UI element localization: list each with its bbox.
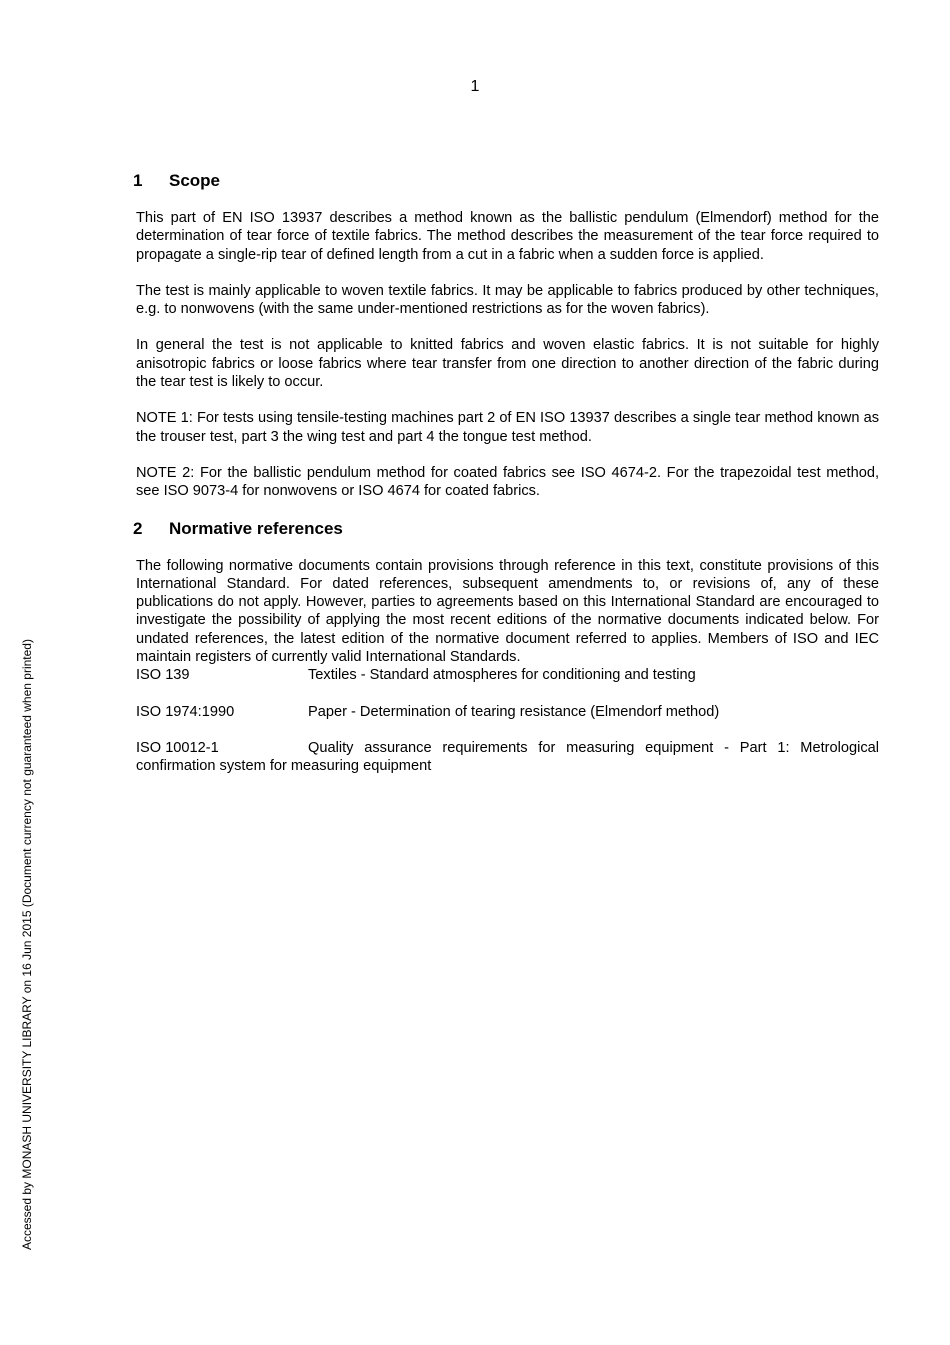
section-number: 2 <box>133 518 143 538</box>
section-number: 1 <box>133 171 143 190</box>
scope-paragraph: This part of EN ISO 13937 describes a method known as the ballistic pendulum (Elmendorf) method for the determination of tear force of textile fabrics. The method describes the measurement of the tear force required to propagate a single-rip tear of defined length from a cut in a fabric when a sudden force is applied. <box>136 210 879 263</box>
section-title: Scope <box>169 171 221 190</box>
reference-title: Textiles - Standard atmospheres for conditioning and testing <box>308 667 696 684</box>
reference-code: ISO 1974:1990 <box>136 703 235 720</box>
reference-item <box>136 739 879 776</box>
reference-title: Quality assurance requirements for measuring equipment - Part 1: Metrological confirmation system for measuring equipment <box>136 739 879 775</box>
section-heading-scope <box>133 170 879 192</box>
normative-intro-paragraph: The following normative documents contain provisions through reference in this text, constitute provisions of this International Standard. For dated references, subsequent amendments to, or revisions of, any of these publications do not apply. However, parties to agreements based on this International Standard are encouraged to investigate the possibility of applying the most recent editions of the normative documents indicated below. For undated references, the latest edition of the normative document referred to applies. Members of ISO and IEC maintain registers of currently valid International Standards. <box>136 557 879 666</box>
note-paragraph: NOTE 1: For tests using tensile-testing machines part 2 of EN ISO 13937 describes a single tear method known as the trouser test, part 3 the wing test and part 4 the tongue test method. <box>136 410 879 445</box>
section-heading-normative-references <box>133 518 879 540</box>
access-watermark: Accessed by MONASH UNIVERSITY LIBRARY on 16 Jun 2015 (Document currency not guaranteed when printed) <box>20 639 34 1250</box>
document-body <box>133 170 879 776</box>
reference-title: Paper - Determination of tearing resistance (Elmendorf method) <box>308 703 720 720</box>
scope-paragraph: In general the test is not applicable to knitted fabrics and woven elastic fabrics. It is not suitable for highly anisotropic fabrics or loose fabrics where tear transfer from one direction to another direction of the fabric during the tear test is likely to occur. <box>136 337 879 391</box>
note-paragraph: NOTE 2: For the ballistic pendulum method for coated fabrics see ISO 4674-2. For the trapezoidal test method, see ISO 9073-4 for nonwovens or ISO 4674 for coated fabrics. <box>136 464 879 500</box>
scope-paragraph: The test is mainly applicable to woven textile fabrics. It may be applicable to fabrics produced by other techniques, e.g. to nonwovens (with the same under-mentioned restrictions as for the woven fabrics). <box>136 282 879 318</box>
reference-code: ISO 10012-1 <box>136 739 219 756</box>
reference-item <box>136 703 879 721</box>
page-number: 1 <box>470 78 480 95</box>
reference-code: ISO 139 <box>136 667 190 684</box>
reference-list <box>136 666 879 775</box>
reference-item <box>136 666 879 684</box>
section-title: Normative references <box>169 518 343 538</box>
